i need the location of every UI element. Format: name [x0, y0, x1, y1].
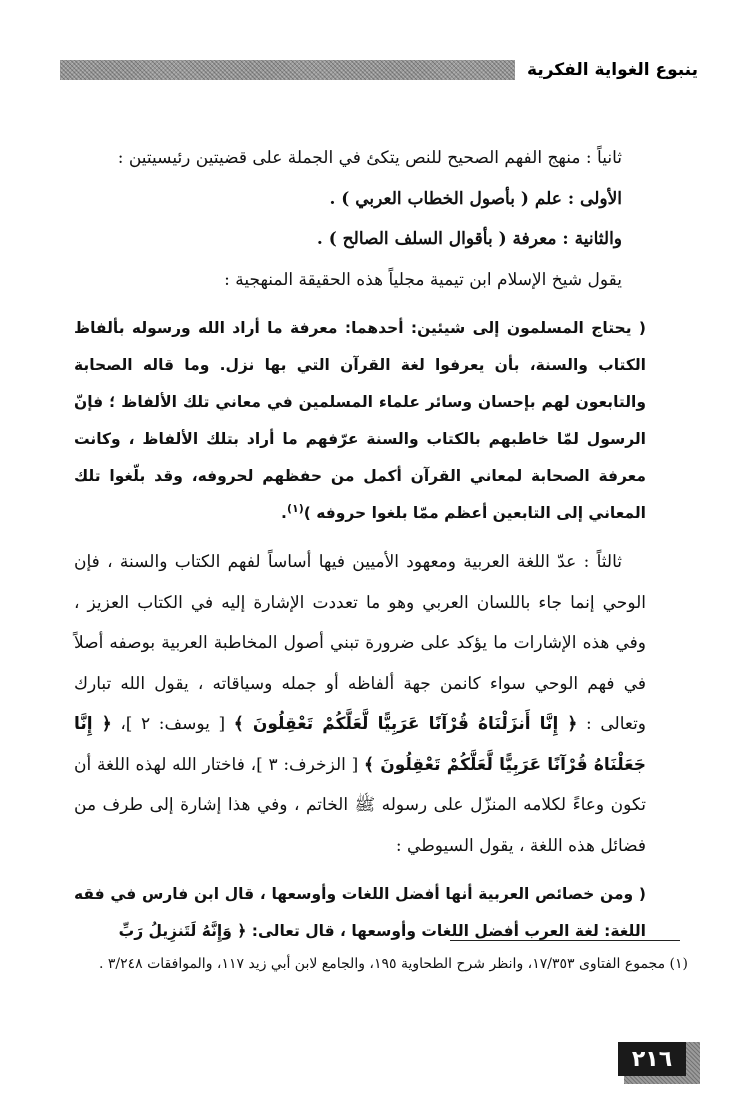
quote-text: ( يحتاج المسلمون إلى شيئين: أحدهما: معرفة ما أراد الله ورسوله بألفاظ الكتاب والسنة، بأن يعرفوا لغة القرآن التي بها نزل. وما قاله الصحابة والتابعون لهم بإحسان وسائر علماء المسلمين في معاني تلك الألفاظ ؛ فإنّ الرسول لمّا خاطبهم بالكتاب والسنة عرّفهم ما أراد بتلك الألفاظ ، وكانت معرفة الصحابة لمعاني القرآن أكمل من حفظهم لحروفه، وقد بلّغوا تلك المعاني إلى التابعين أعظم ممّا بلغوا حروفه ): [74, 319, 646, 522]
block-quote-suyuti: [74, 876, 646, 950]
paragraph-third-point: [74, 542, 646, 866]
quran-verse-zukhruf: ﴿ إِنَّا جَعَلْنَاهُ قُرْآنًا عَرَبِيًّا لَّعَلَّكُمْ تَعْقِلُونَ ﴾: [74, 714, 647, 775]
page-number: ٢١٦: [618, 1042, 686, 1076]
footnote-1: (١) مجموع الفتاوى ١٧/٣٥٣، وانظر شرح الطحاوية ١٩٥، والجامع لابن أبي زيد ١١٧، والموافقات ٣/٢٤٨ .: [98, 956, 688, 972]
page-number-shadow-bottom: [624, 1076, 700, 1084]
quran-verse-yusuf: ﴿ إِنَّا أَنزَلْنَاهُ قُرْآنًا عَرَبِيًّا لَّعَلَّكُمْ تَعْقِلُونَ ﴾: [233, 714, 578, 734]
running-header: [60, 52, 698, 88]
running-header-title: ينبوع الغواية الفكرية: [527, 60, 698, 80]
quote-end-punct: .: [281, 504, 287, 522]
paragraph-third-point-continued: فاختار الله لهذه اللغة أن تكون وعاءً لكلامه المنزّل على رسوله ﷺ الخاتم ، وفي هذا إشارة إلى طرف من فضائل هذه اللغة ، يقول السيوطي :: [74, 754, 646, 856]
verse-reference-zukhruf: [ الزخرف: ٣ ]،: [250, 754, 359, 775]
paragraph-first-issue: الأولى : علم ( بأصول الخطاب العربي ) .: [329, 188, 622, 209]
verse-reference-yusuf: [ يوسف: ٢ ]،: [120, 714, 226, 734]
block-quote-ibn-taymiyya: [74, 310, 646, 532]
quran-verse-shuara: ﴿ وَإِنَّهُ لَتَنزِيلُ رَبِّ: [118, 922, 247, 940]
paragraph-third-point-text: ثالثاً : عدّ اللغة العربية ومعهود الأميين فيها أساساً لفهم الكتاب والسنة ، فإن الوحي إنما جاء باللسان العربي وهو ما تعددت الإشارة إليه في الكتاب العزيز ، وفي هذه الإشارات ما يؤكد على ضرورة تبني أصول المخاطبة العربية بوصفه أصلاً في فهم الوحي سواء كانمن جهة ألفاظه أو جمله وسياقاته ، يقول الله تبارك وتعالى :: [74, 552, 647, 734]
body-text: [74, 138, 646, 960]
footnote-marker: (١): [286, 501, 304, 515]
footnote-separator: [450, 940, 680, 941]
paragraph-ibn-taymiyya-intro: يقول شيخ الإسلام ابن تيمية مجلياً هذه الحقيقة المنهجية :: [224, 269, 622, 290]
footnotes: [74, 950, 688, 978]
paragraph-second-point: ثانياً : منهج الفهم الصحيح للنص يتكئ في الجملة على قضيتين رئيسيتين :: [117, 148, 622, 168]
quote-suyuti-text: ( ومن خصائص العربية أنها أفضل اللغات وأوسعها ، قال ابن فارس في فقه اللغة: لغة العرب أفضل اللغات وأوسعها ، قال تعالى:: [74, 885, 646, 940]
paragraph-second-issue: والثانية : معرفة ( بأقوال السلف الصالح ) .: [316, 229, 622, 249]
header-decorative-band: [60, 60, 515, 80]
